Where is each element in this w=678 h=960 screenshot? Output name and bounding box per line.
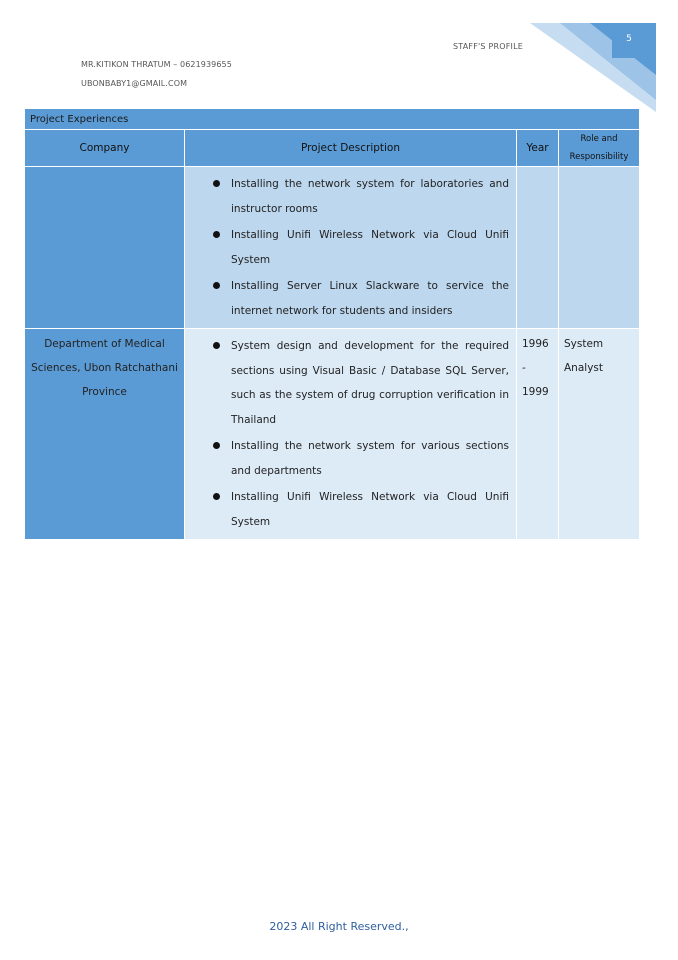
year-separator: - (522, 362, 526, 374)
company-cell (25, 167, 185, 329)
table-row (25, 167, 640, 329)
table-row (25, 329, 640, 540)
column-header-role: Role and Responsibility (559, 130, 640, 167)
email: UBONBABY1@GMAIL.COM (81, 79, 188, 88)
year-end: 1999 (522, 386, 549, 398)
column-header-description: Project Description (185, 130, 517, 167)
description-list (185, 334, 509, 534)
footer-copyright: 2023 All Right Reserved., (269, 920, 409, 933)
list-item: Installing Unifi Wireless Network via Cloud Unifi System (231, 485, 509, 534)
list-item: Installing the network system for laboratories and instructor rooms (231, 172, 509, 221)
year-start: 1996 (522, 338, 549, 350)
table-caption: Project Experiences (25, 109, 640, 130)
role-cell (559, 167, 640, 329)
list-item: Installing the network system for various sections and departments (231, 434, 509, 483)
description-cell (185, 329, 517, 540)
list-item: Installing Unifi Wireless Network via Cloud Unifi System (231, 223, 509, 272)
year-cell (517, 167, 559, 329)
description-cell (185, 167, 517, 329)
page-number: 5 (626, 34, 632, 44)
company-cell: Department of Medical Sciences, Ubon Ratchathani Province (25, 329, 185, 540)
description-list (185, 172, 509, 323)
column-header-year: Year (517, 130, 559, 167)
project-experiences-table (24, 108, 640, 540)
section-title: STAFF'S PROFILE (453, 42, 523, 51)
name-phone: MR.KITIKON THRATUM – 0621939655 (81, 60, 232, 69)
year-cell (517, 329, 559, 540)
role-cell: System Analyst (559, 329, 640, 540)
list-item: System design and development for the required sections using Visual Basic / Database SQL Server, such as the system of drug corruption verification in Thailand (231, 334, 509, 432)
column-header-company: Company (25, 130, 185, 167)
list-item: Installing Server Linux Slackware to service the internet network for students and insiders (231, 274, 509, 323)
